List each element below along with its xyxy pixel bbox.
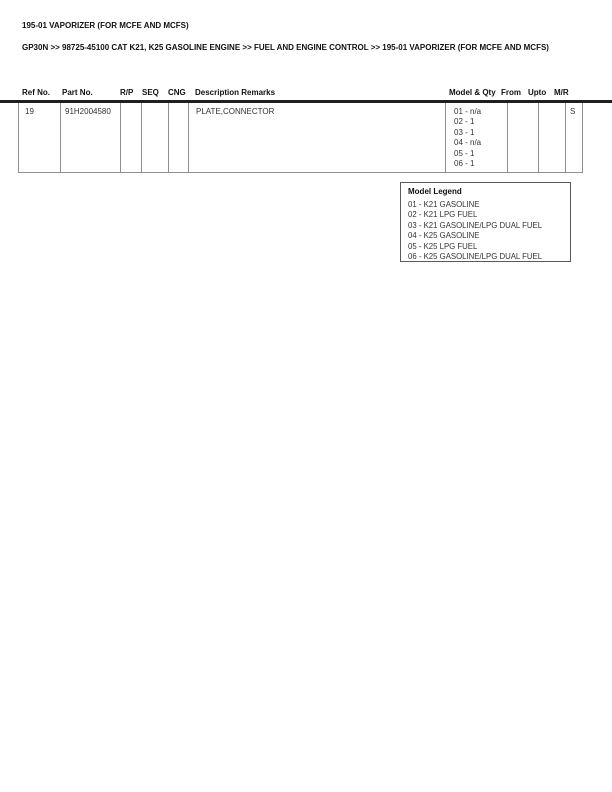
- col-header-from: From: [501, 88, 521, 97]
- list-line: 06 - K25 GASOLINE/LPG DUAL FUEL: [408, 252, 543, 262]
- list-line: 02 - K21 LPG FUEL: [408, 210, 478, 220]
- page-title: 195-01 VAPORIZER (FOR MCFE AND MCFS): [22, 21, 189, 30]
- list-line: 04 - K25 GASOLINE: [408, 231, 480, 241]
- cell-ref-no: 19: [19, 103, 61, 172]
- list-line: 04 - n/a: [454, 138, 482, 147]
- col-header-upto: Upto: [528, 88, 547, 97]
- col-header-seq: SEQ: [142, 88, 159, 97]
- list-line: 03 - 1: [454, 127, 475, 137]
- list-line: 02 - 1: [454, 117, 475, 126]
- col-header-model-qty: Model & Qty: [449, 88, 496, 97]
- cell-model-qty: [446, 103, 508, 172]
- list-line: 01 - n/a: [454, 106, 482, 116]
- col-header-description: Description Remarks: [195, 88, 276, 97]
- cell-seq: [142, 103, 169, 172]
- cell-from: [508, 103, 539, 172]
- cell-upto: [539, 103, 566, 172]
- cell-mr: S: [566, 103, 583, 172]
- table-row: [18, 103, 583, 173]
- col-header-cng: CNG: [168, 88, 186, 97]
- cell-part-no: 91H2004580: [61, 103, 121, 172]
- col-header-part-no: Part No.: [62, 88, 93, 97]
- list-line: 01 - K21 GASOLINE: [408, 200, 480, 209]
- list-line: 05 - 1: [454, 148, 475, 158]
- col-header-ref-no: Ref No.: [22, 88, 50, 97]
- model-legend-title: Model Legend: [408, 187, 462, 196]
- list-line: 03 - K21 GASOLINE/LPG DUAL FUEL: [408, 220, 543, 230]
- model-legend-box: [400, 182, 571, 262]
- col-header-rp: R/P: [120, 88, 134, 97]
- col-header-mr: M/R: [554, 88, 569, 97]
- breadcrumb: GP30N >> 98725-45100 CAT K21, K25 GASOLINE ENGINE >> FUEL AND ENGINE CONTROL >> 195-01 VAPORIZER (FOR MCFE AND MCFS): [22, 43, 549, 52]
- cell-cng: [169, 103, 189, 172]
- cell-description: PLATE,CONNECTOR: [189, 103, 446, 172]
- list-line: 06 - 1: [454, 159, 475, 168]
- model-legend-items: [408, 200, 570, 262]
- list-line: 05 - K25 LPG FUEL: [408, 241, 478, 251]
- cell-rp: [121, 103, 142, 172]
- table-header-row: [0, 88, 612, 100]
